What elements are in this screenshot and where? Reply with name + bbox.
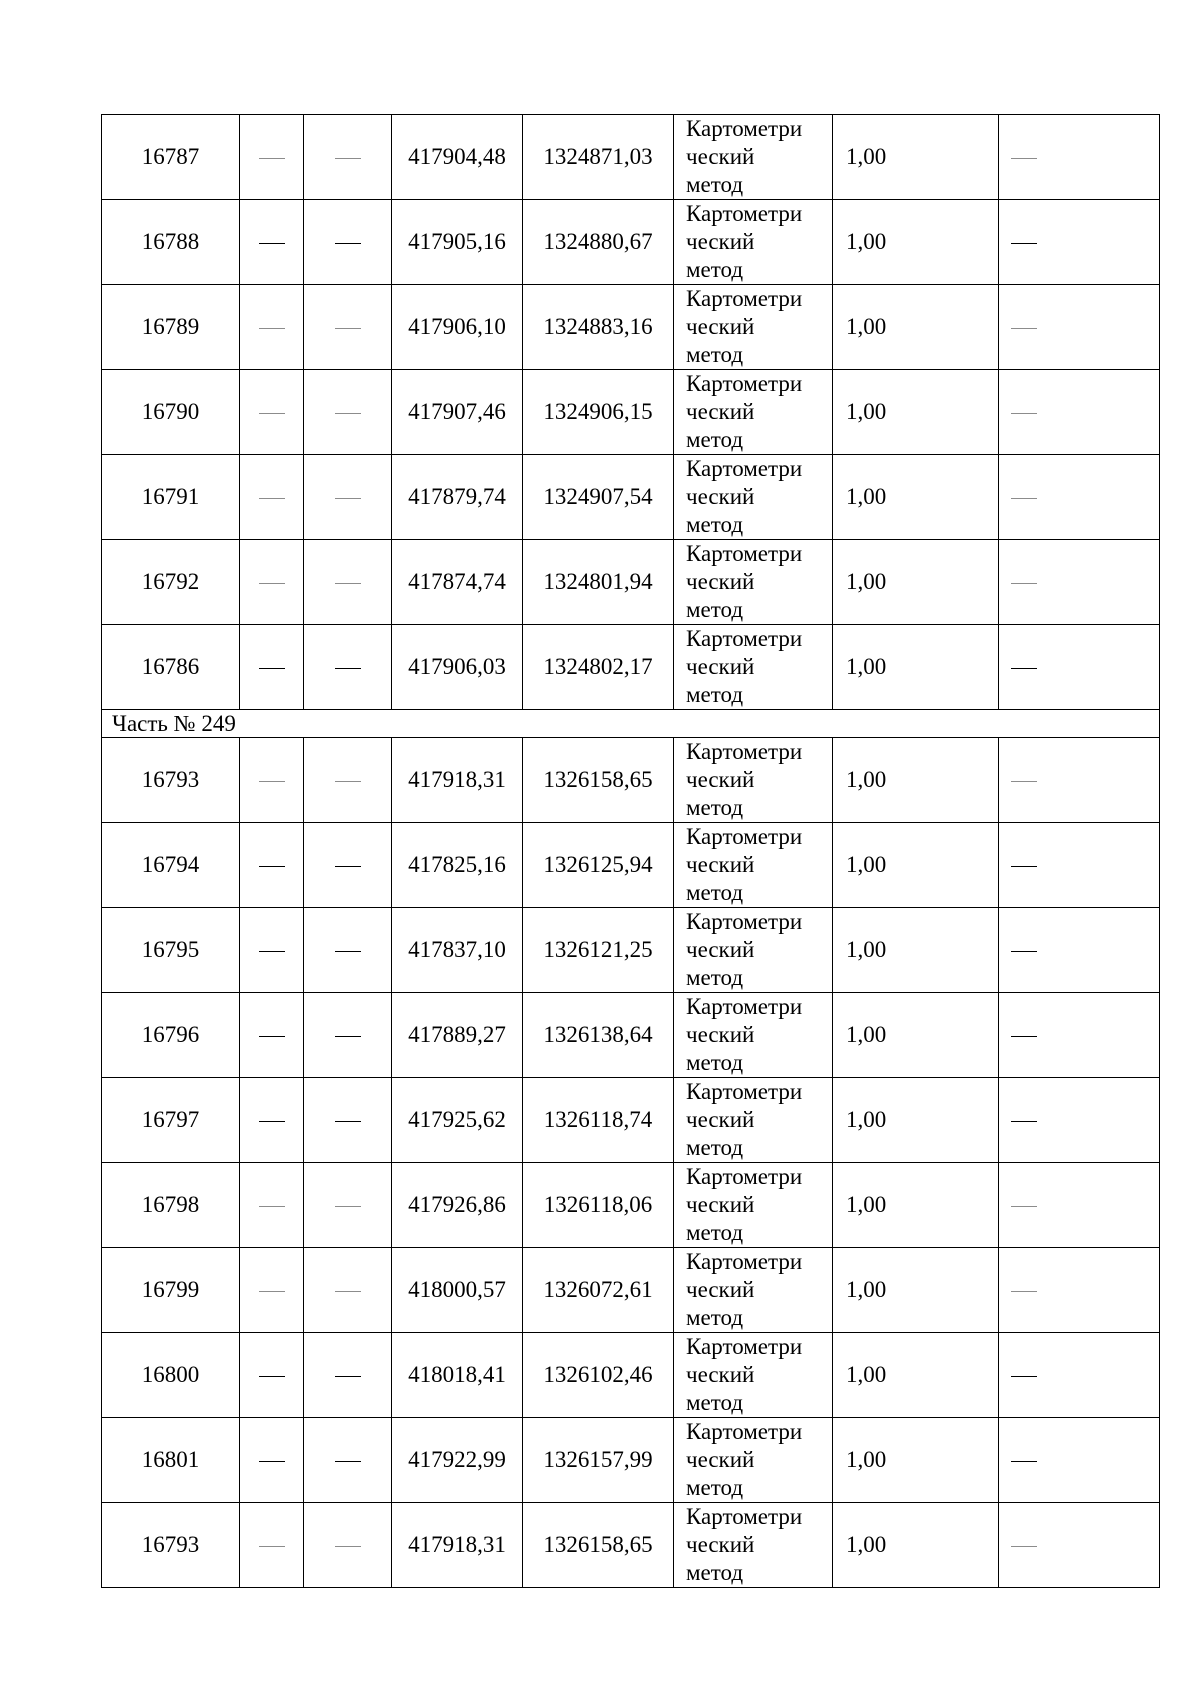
dash-icon (335, 668, 361, 669)
method-cell (674, 1078, 833, 1163)
coord-x-cell: 417918,31 (392, 738, 523, 823)
coord-x-cell: 417889,27 (392, 993, 523, 1078)
empty-cell (304, 455, 392, 540)
point-number-cell: 16800 (102, 1333, 240, 1418)
description-cell (999, 1503, 1160, 1588)
dash-icon (1011, 243, 1037, 244)
empty-cell (304, 1078, 392, 1163)
accuracy-cell: 1,00 (833, 738, 999, 823)
dash-icon (335, 1291, 361, 1292)
empty-cell (240, 1078, 304, 1163)
empty-cell (240, 1418, 304, 1503)
coordinates-table (101, 114, 1160, 1588)
method-cell (674, 200, 833, 285)
point-number-cell: 16793 (102, 738, 240, 823)
method-cell (674, 1333, 833, 1418)
dash-icon (1011, 1376, 1037, 1377)
accuracy-cell: 1,00 (833, 1163, 999, 1248)
description-cell (999, 993, 1160, 1078)
empty-cell (240, 1503, 304, 1588)
point-number-cell: 16786 (102, 625, 240, 710)
accuracy-cell: 1,00 (833, 455, 999, 540)
empty-cell (304, 115, 392, 200)
coord-x-cell: 417874,74 (392, 540, 523, 625)
method-cell (674, 540, 833, 625)
dash-icon (335, 1546, 361, 1547)
method-text: Картометри ческий метод (686, 1419, 803, 1500)
dash-icon (1011, 1461, 1037, 1462)
empty-cell (240, 908, 304, 993)
description-cell (999, 285, 1160, 370)
dash-icon (1011, 781, 1037, 782)
coord-x-cell: 418000,57 (392, 1248, 523, 1333)
dash-icon (335, 781, 361, 782)
coord-y-cell: 1326138,64 (523, 993, 674, 1078)
empty-cell (240, 1333, 304, 1418)
empty-cell (240, 993, 304, 1078)
coord-y-cell: 1324907,54 (523, 455, 674, 540)
table-row (102, 1333, 1160, 1418)
method-cell (674, 1163, 833, 1248)
dash-icon (1011, 583, 1037, 584)
empty-cell (240, 115, 304, 200)
point-number-cell: 16792 (102, 540, 240, 625)
accuracy-cell: 1,00 (833, 1418, 999, 1503)
table-row (102, 625, 1160, 710)
method-text: Картометри ческий метод (686, 1334, 803, 1415)
method-text: Картометри ческий метод (686, 1164, 803, 1245)
method-cell (674, 908, 833, 993)
table-row (102, 200, 1160, 285)
coord-y-cell: 1326118,06 (523, 1163, 674, 1248)
method-cell (674, 1418, 833, 1503)
point-number-cell: 16789 (102, 285, 240, 370)
method-cell (674, 823, 833, 908)
method-cell (674, 370, 833, 455)
dash-icon (259, 668, 285, 669)
dash-icon (335, 1206, 361, 1207)
dash-icon (1011, 1206, 1037, 1207)
coord-y-cell: 1326125,94 (523, 823, 674, 908)
empty-cell (304, 1163, 392, 1248)
empty-cell (304, 370, 392, 455)
point-number-cell: 16790 (102, 370, 240, 455)
method-text: Картометри ческий метод (686, 739, 803, 820)
description-cell (999, 1418, 1160, 1503)
dash-icon (335, 1461, 361, 1462)
coord-x-cell: 417825,16 (392, 823, 523, 908)
point-number-cell: 16787 (102, 115, 240, 200)
description-cell (999, 370, 1160, 455)
point-number-cell: 16788 (102, 200, 240, 285)
description-cell (999, 738, 1160, 823)
dash-icon (1011, 1036, 1037, 1037)
dash-icon (259, 1121, 285, 1122)
coord-x-cell: 417906,03 (392, 625, 523, 710)
dash-icon (259, 1546, 285, 1547)
dash-icon (259, 1036, 285, 1037)
dash-icon (259, 328, 285, 329)
dash-icon (259, 243, 285, 244)
empty-cell (304, 1503, 392, 1588)
description-cell (999, 823, 1160, 908)
coord-x-cell: 417904,48 (392, 115, 523, 200)
method-text: Картометри ческий метод (686, 1504, 803, 1585)
coord-y-cell: 1324801,94 (523, 540, 674, 625)
description-cell (999, 200, 1160, 285)
dash-icon (335, 158, 361, 159)
method-text: Картометри ческий метод (686, 541, 803, 622)
table-row (102, 455, 1160, 540)
table-row (102, 1248, 1160, 1333)
dash-icon (259, 583, 285, 584)
accuracy-cell: 1,00 (833, 1248, 999, 1333)
coord-y-cell: 1326157,99 (523, 1418, 674, 1503)
description-cell (999, 625, 1160, 710)
method-cell (674, 738, 833, 823)
table-body (102, 115, 1160, 1588)
table-row (102, 1418, 1160, 1503)
dash-icon (335, 1036, 361, 1037)
dash-icon (1011, 951, 1037, 952)
accuracy-cell: 1,00 (833, 908, 999, 993)
method-cell (674, 993, 833, 1078)
accuracy-cell: 1,00 (833, 1333, 999, 1418)
description-cell (999, 455, 1160, 540)
method-text: Картометри ческий метод (686, 371, 803, 452)
coord-x-cell: 417837,10 (392, 908, 523, 993)
dash-icon (335, 583, 361, 584)
dash-icon (1011, 1546, 1037, 1547)
accuracy-cell: 1,00 (833, 115, 999, 200)
empty-cell (304, 908, 392, 993)
dash-icon (335, 328, 361, 329)
empty-cell (240, 823, 304, 908)
description-cell (999, 1163, 1160, 1248)
coord-y-cell: 1326158,65 (523, 738, 674, 823)
dash-icon (1011, 328, 1037, 329)
coord-y-cell: 1324883,16 (523, 285, 674, 370)
dash-icon (1011, 1291, 1037, 1292)
empty-cell (240, 455, 304, 540)
description-cell (999, 1333, 1160, 1418)
description-cell (999, 1078, 1160, 1163)
empty-cell (240, 285, 304, 370)
accuracy-cell: 1,00 (833, 370, 999, 455)
method-cell (674, 115, 833, 200)
table-row (102, 540, 1160, 625)
coord-x-cell: 417907,46 (392, 370, 523, 455)
coord-y-cell: 1324802,17 (523, 625, 674, 710)
dash-icon (335, 866, 361, 867)
dash-icon (259, 1461, 285, 1462)
dash-icon (335, 1121, 361, 1122)
table-row (102, 1503, 1160, 1588)
dash-icon (335, 1376, 361, 1377)
accuracy-cell: 1,00 (833, 540, 999, 625)
method-cell (674, 625, 833, 710)
point-number-cell: 16799 (102, 1248, 240, 1333)
dash-icon (1011, 498, 1037, 499)
method-text: Картометри ческий метод (686, 824, 803, 905)
method-text: Картометри ческий метод (686, 994, 803, 1075)
method-text: Картометри ческий метод (686, 116, 803, 197)
empty-cell (304, 200, 392, 285)
dash-icon (259, 158, 285, 159)
method-cell (674, 285, 833, 370)
accuracy-cell: 1,00 (833, 200, 999, 285)
coord-x-cell: 417906,10 (392, 285, 523, 370)
accuracy-cell: 1,00 (833, 285, 999, 370)
method-text: Картометри ческий метод (686, 286, 803, 367)
empty-cell (304, 823, 392, 908)
dash-icon (1011, 668, 1037, 669)
dash-icon (259, 498, 285, 499)
dash-icon (259, 1376, 285, 1377)
point-number-cell: 16794 (102, 823, 240, 908)
dash-icon (335, 243, 361, 244)
dash-icon (259, 413, 285, 414)
coord-x-cell: 417922,99 (392, 1418, 523, 1503)
coord-y-cell: 1326072,61 (523, 1248, 674, 1333)
table-row (102, 823, 1160, 908)
description-cell (999, 908, 1160, 993)
table-row (102, 738, 1160, 823)
description-cell (999, 1248, 1160, 1333)
coord-y-cell: 1326121,25 (523, 908, 674, 993)
point-number-cell: 16797 (102, 1078, 240, 1163)
accuracy-cell: 1,00 (833, 823, 999, 908)
dash-icon (259, 781, 285, 782)
point-number-cell: 16793 (102, 1503, 240, 1588)
description-cell (999, 115, 1160, 200)
coord-x-cell: 417918,31 (392, 1503, 523, 1588)
dash-icon (1011, 1121, 1037, 1122)
dash-icon (259, 951, 285, 952)
empty-cell (304, 993, 392, 1078)
coord-x-cell: 417879,74 (392, 455, 523, 540)
coord-y-cell: 1324880,67 (523, 200, 674, 285)
dash-icon (335, 413, 361, 414)
empty-cell (304, 1418, 392, 1503)
empty-cell (240, 370, 304, 455)
dash-icon (335, 498, 361, 499)
table-row (102, 285, 1160, 370)
table-row (102, 1163, 1160, 1248)
empty-cell (304, 540, 392, 625)
method-text: Картометри ческий метод (686, 626, 803, 707)
empty-cell (240, 1248, 304, 1333)
empty-cell (304, 738, 392, 823)
dash-icon (259, 1206, 285, 1207)
coord-x-cell: 418018,41 (392, 1333, 523, 1418)
section-header-row (102, 710, 1160, 738)
description-cell (999, 540, 1160, 625)
method-text: Картометри ческий метод (686, 1079, 803, 1160)
empty-cell (304, 285, 392, 370)
method-text: Картометри ческий метод (686, 456, 803, 537)
point-number-cell: 16798 (102, 1163, 240, 1248)
empty-cell (304, 1333, 392, 1418)
dash-icon (259, 866, 285, 867)
point-number-cell: 16795 (102, 908, 240, 993)
empty-cell (240, 1163, 304, 1248)
coord-x-cell: 417905,16 (392, 200, 523, 285)
point-number-cell: 16796 (102, 993, 240, 1078)
coord-y-cell: 1326158,65 (523, 1503, 674, 1588)
accuracy-cell: 1,00 (833, 625, 999, 710)
method-text: Картометри ческий метод (686, 909, 803, 990)
table-row (102, 908, 1160, 993)
dash-icon (259, 1291, 285, 1292)
coord-y-cell: 1324871,03 (523, 115, 674, 200)
method-text: Картометри ческий метод (686, 201, 803, 282)
document-page (101, 114, 1159, 1588)
method-text: Картометри ческий метод (686, 1249, 803, 1330)
coord-x-cell: 417925,62 (392, 1078, 523, 1163)
dash-icon (1011, 413, 1037, 414)
dash-icon (1011, 158, 1037, 159)
coord-y-cell: 1324906,15 (523, 370, 674, 455)
section-title: Часть № 249 (102, 710, 1160, 738)
table-row (102, 1078, 1160, 1163)
coord-y-cell: 1326102,46 (523, 1333, 674, 1418)
accuracy-cell: 1,00 (833, 1503, 999, 1588)
table-row (102, 993, 1160, 1078)
accuracy-cell: 1,00 (833, 1078, 999, 1163)
coord-y-cell: 1326118,74 (523, 1078, 674, 1163)
method-cell (674, 1503, 833, 1588)
table-row (102, 370, 1160, 455)
method-cell (674, 1248, 833, 1333)
dash-icon (1011, 866, 1037, 867)
point-number-cell: 16791 (102, 455, 240, 540)
coord-x-cell: 417926,86 (392, 1163, 523, 1248)
empty-cell (240, 200, 304, 285)
method-cell (674, 455, 833, 540)
empty-cell (304, 625, 392, 710)
table-row (102, 115, 1160, 200)
point-number-cell: 16801 (102, 1418, 240, 1503)
empty-cell (240, 540, 304, 625)
dash-icon (335, 951, 361, 952)
accuracy-cell: 1,00 (833, 993, 999, 1078)
empty-cell (240, 738, 304, 823)
empty-cell (304, 1248, 392, 1333)
empty-cell (240, 625, 304, 710)
